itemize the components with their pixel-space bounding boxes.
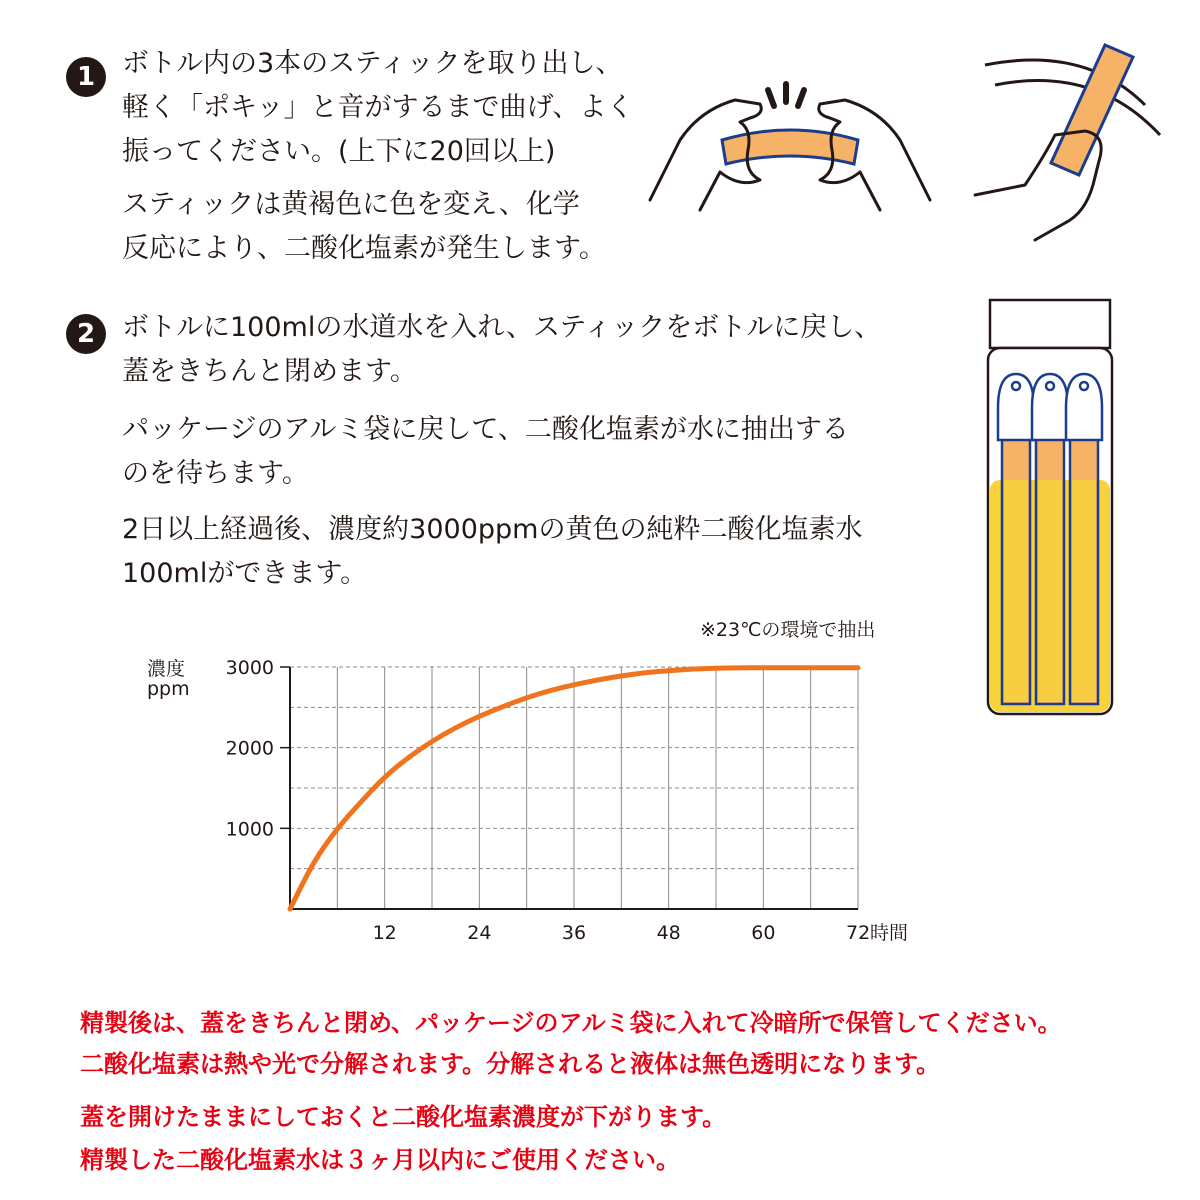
y-tick-label: 3000 [225,657,274,679]
x-tick-label: 36 [561,922,587,944]
x-tick-label: 48 [656,922,681,944]
warning-line-3: 蓋を開けたままにしておくと二酸化塩素濃度が下がります。 [80,1103,727,1131]
bottle-with-sticks-illustration [985,298,1125,718]
three-sticks-icon [998,374,1102,704]
impact-lines-icon [768,84,804,106]
chart-ylabel-line-2: ppm [147,678,190,700]
step-2-badge: 2 [66,314,106,354]
warning-line-2: 二酸化塩素は熱や光で分解されます。分解されると液体は無色透明になります。 [80,1050,941,1078]
step-2-line-1: ボトルに100mlの水道水を入れ、スティックをボトルに戻し、 [122,312,882,343]
hand-shaking-stick-illustration [975,35,1175,245]
step-1-detail-2: 反応により、二酸化塩素が発生します。 [122,233,606,264]
shaken-stick-icon [1051,45,1133,175]
concentration-curve [290,668,858,909]
step-2-detail-1b: のを待ちます。 [122,458,309,489]
step-2-detail-2a: 2日以上経過後、濃度約3000ppmの黄色の純粋二酸化塩素水 [122,514,863,545]
y-tick-label: 1000 [225,818,274,841]
chart-note: ※23℃の環境で抽出 [700,619,876,641]
step-1-badge: 1 [66,57,106,97]
warning-line-4: 精製した二酸化塩素水は３ヶ月以内にご使用ください。 [80,1146,680,1174]
y-tick-label: 2000 [225,737,274,760]
step-2-detail-2b: 100mlができます。 [122,558,368,589]
bent-stick-icon [722,130,858,164]
x-tick-label: 12 [372,922,397,944]
warning-line-1: 精製後は、蓋をきちんと閉め、パッケージのアルミ袋に入れて冷暗所で保管してください。 [80,1009,1062,1037]
step-1-detail-1: スティックは黄褐色に色を変え、化学 [122,189,580,220]
x-tick-label: 72 [846,922,871,944]
step-1-line-3: 振ってください。(上下に20回以上) [122,136,556,167]
chart-ylabel-line-1: 濃度 [147,658,186,680]
step-1-line-1: ボトル内の3本のスティックを取り出し、 [122,48,623,79]
x-tick-label: 24 [467,922,492,944]
step-2-detail-1a: パッケージのアルミ袋に戻して、二酸化塩素が水に抽出する [122,414,849,445]
step-1-line-2: 軽く「ポキッ」と音がするまで曲げ、よく [122,92,634,123]
hands-bending-stick-illustration [640,60,940,220]
x-tick-label: 60 [751,922,776,944]
step-2-line-2: 蓋をきちんと閉めます。 [122,356,417,387]
bottle-cap-icon [990,300,1110,348]
x-axis-label: 時間 [870,922,909,944]
